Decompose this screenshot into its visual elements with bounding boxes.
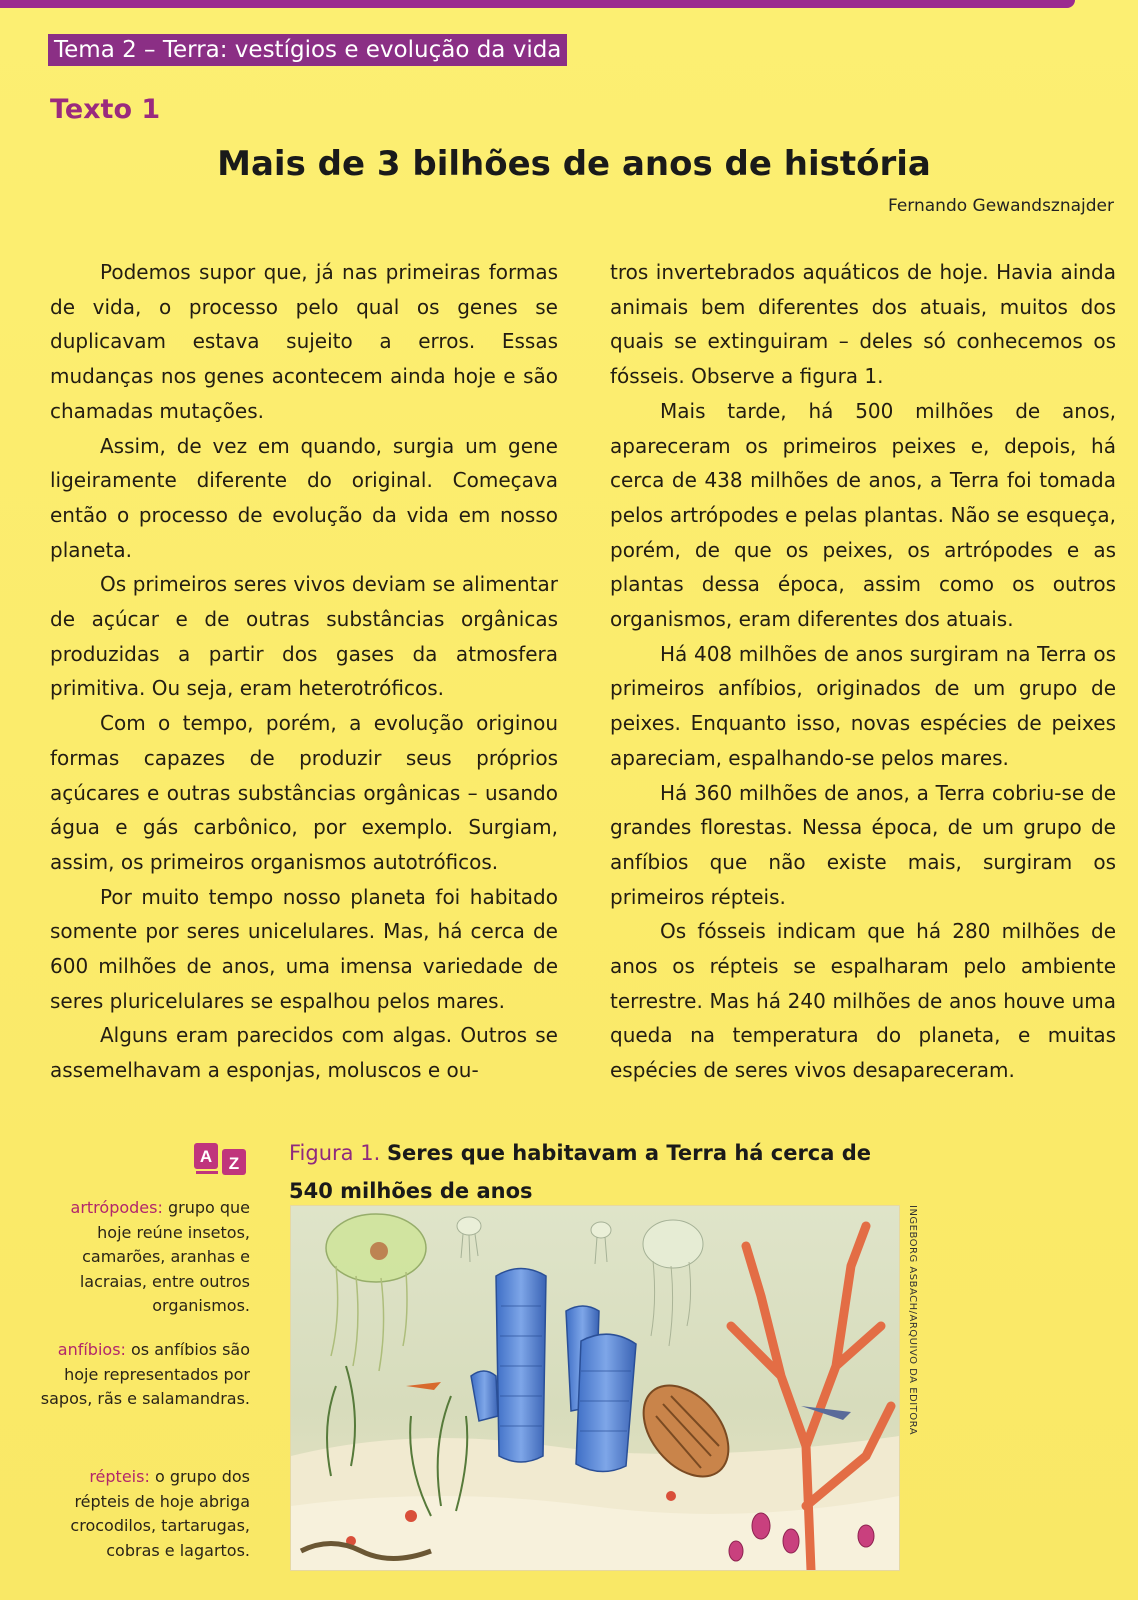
glossary-term: artrópodes: — [70, 1198, 163, 1217]
text-label: Texto 1 — [50, 94, 161, 125]
section-banner: Tema 2 – Terra: vestígios e evolução da vida — [48, 34, 567, 66]
paragraph: Podemos supor que, já nas primeiras formas de vida, o processo pelo qual os genes se duplicavam estava sujeito a erros. Essas mudanças nos genes acontecem ainda hoje e são chamadas mutações. — [50, 260, 558, 423]
glossary-definition: grupo que hoje reúne insetos, camarões, aranhas e lacraias, entre outros organismos. — [79, 1198, 250, 1315]
glossary-definition: o grupo dos répteis de hoje abriga crocodilos, tartarugas, cobras e lagartos. — [70, 1467, 250, 1560]
paragraph-continuation: tros invertebrados aquáticos de hoje. Havia ainda animais bem diferentes dos atuais, muitos dos quais se extinguiram – deles só conhecemos os fósseis. Observe a figura 1. — [610, 260, 1116, 389]
figure-label: Figura 1. — [289, 1141, 381, 1165]
glossary-entry — [40, 1338, 250, 1412]
image-credit — [904, 1205, 918, 1565]
top-accent-bar — [0, 0, 1075, 8]
paragraph: Os primeiros seres vivos deviam se alimentar de açúcar e de outras substâncias orgânicas produzidas a partir dos gases da atmosfera primitiva. Ou seja, eram heterotróficos. — [50, 572, 558, 701]
glossary-entry — [40, 1465, 250, 1563]
glossary-entry — [40, 1196, 250, 1319]
paragraph: Os fósseis indicam que há 280 milhões de anos os répteis se espalharam pelo ambiente terrestre. Mas há 240 milhões de anos houve uma queda na temperatura do planeta, e muitas espécies de seres vivos desapareceram. — [610, 919, 1116, 1083]
paragraph: Alguns eram parecidos com algas. Outros se assemelhavam a esponjas, moluscos e ou- — [50, 1023, 558, 1083]
glossary-definition: os anfíbios são hoje representados por sapos, rãs e salamandras. — [40, 1340, 250, 1408]
glossary-az-icon — [194, 1143, 246, 1179]
right-column — [610, 255, 1116, 1088]
article-title: Mais de 3 bilhões de anos de história — [217, 144, 931, 184]
figure-caption-text: Seres que habitavam a Terra há cerca de 540 milhões de anos — [289, 1141, 872, 1203]
glossary-term: répteis: — [89, 1467, 150, 1486]
paragraph: Assim, de vez em quando, surgia um gene ligeiramente diferente do original. Começava então o processo de evolução da vida em nosso planeta. — [50, 433, 558, 562]
image-credit-text: INGEBORG ASBACH/ARQUIVO DA EDITORA — [907, 1205, 918, 1436]
paragraph: Com o tempo, porém, a evolução originou formas capazes de produzir seus próprios açúcares e outras substâncias orgânicas – usando água e gás carbônico, por exemplo. Surgiam, assim, os primeiros organismos autotróficos. — [50, 711, 558, 874]
glossary-icon-letter-z: Z — [228, 1154, 240, 1173]
glossary-icon-letter-a: A — [199, 1147, 213, 1166]
paragraph: Há 408 milhões de anos surgiram na Terra os primeiros anfíbios, originados de um grupo de peixes. Enquanto isso, novas espécies de peixes apareciam, espalhando-se pelos mares. — [610, 641, 1116, 770]
left-column — [50, 255, 558, 1088]
article-author: Fernando Gewandsznajder — [887, 196, 1114, 216]
paragraph: Mais tarde, há 500 milhões de anos, apareceram os primeiros peixes e, depois, há cerca de 438 milhões de anos, a Terra foi tomada pelos artrópodes e pelas plantas. Não se esqueça, porém, de que os peixes, os artrópodes e as plantas dessa época, assim como os outros organismos, eram diferentes dos atuais. — [610, 398, 1116, 632]
paragraph: Há 360 milhões de anos, a Terra cobriu-se de grandes florestas. Nessa época, de um grupo de anfíbios que não existe mais, surgiram os primeiros répteis. — [610, 780, 1116, 909]
glossary-term: anfíbios: — [57, 1340, 126, 1359]
cambrian-sea-illustration — [290, 1205, 900, 1571]
paragraph: Por muito tempo nosso planeta foi habitado somente por seres unicelulares. Mas, há cerca de 600 milhões de anos, uma imensa variedade de seres pluricelulares se espalhou pelos mares. — [50, 884, 558, 1013]
figure-caption — [289, 1134, 889, 1210]
